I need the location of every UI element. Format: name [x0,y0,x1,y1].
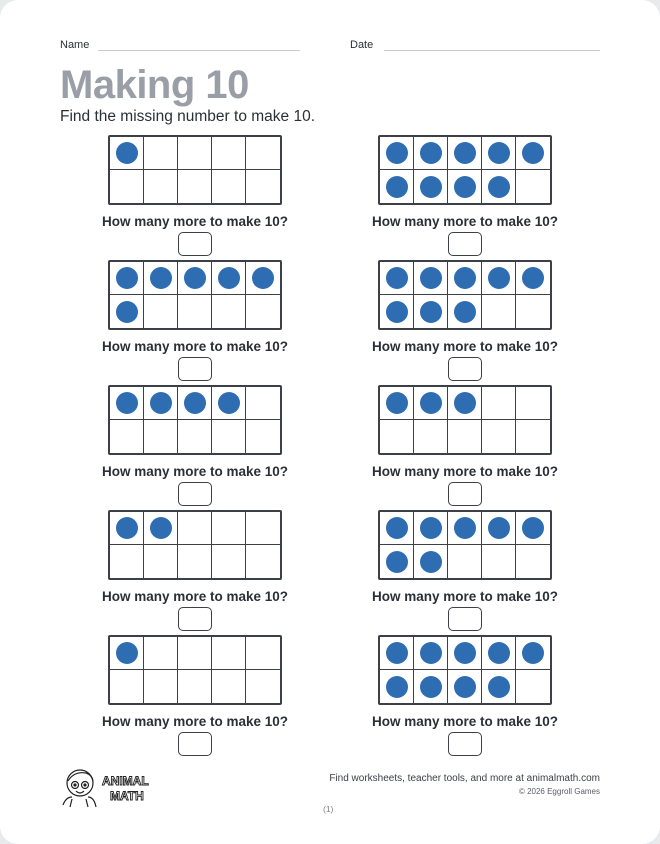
ten-frame [108,510,282,580]
ten-frame [108,635,282,705]
ten-frame-cell [212,420,246,453]
counter-dot-icon [386,392,408,414]
counter-dot-icon [488,267,510,289]
counter-dot-icon [150,267,172,289]
ten-frame-cell [246,512,280,545]
ten-frame-cell [482,512,516,545]
ten-frame-cell [246,637,280,670]
counter-dot-icon [488,517,510,539]
counter-dot-icon [522,142,544,164]
ten-frame-cell [516,387,550,420]
answer-box[interactable] [178,232,212,256]
ten-frame [378,260,552,330]
counter-dot-icon [488,642,510,664]
counter-dot-icon [420,676,442,698]
ten-frame-cell [448,262,482,295]
ten-frame-cell [448,670,482,703]
counter-dot-icon [488,176,510,198]
ten-frame-cell [212,670,246,703]
date-label: Date [350,39,374,51]
ten-frame-cell [482,170,516,203]
ten-frame-cell [380,262,414,295]
ten-frame-cell [246,262,280,295]
ten-frame-cell [144,170,178,203]
ten-frame-cell [178,387,212,420]
ten-frame-cell [144,387,178,420]
ten-frame-cell [414,420,448,453]
ten-frame-cell [516,137,550,170]
ten-frame-cell [212,512,246,545]
counter-dot-icon [454,517,476,539]
answer-box[interactable] [178,732,212,756]
ten-frame-cell [380,637,414,670]
counter-dot-icon [420,392,442,414]
ten-frame [378,135,552,205]
counter-dot-icon [420,301,442,323]
counter-dot-icon [386,642,408,664]
counter-dot-icon [386,551,408,573]
ten-frame-cell [448,545,482,578]
counter-dot-icon [386,676,408,698]
counter-dot-icon [386,176,408,198]
ten-frame-cell [178,670,212,703]
ten-frame-cell [414,637,448,670]
kid-mascot-icon [63,770,96,807]
ten-frame-cell [380,295,414,328]
ten-frame-cell [414,137,448,170]
ten-frame-cell [144,137,178,170]
counter-dot-icon [454,392,476,414]
ten-frame-cell [516,420,550,453]
ten-frame-cell [144,545,178,578]
ten-frame-cell [448,637,482,670]
ten-frame-cell [144,420,178,453]
ten-frame-cell [380,387,414,420]
ten-frame-cell [178,262,212,295]
ten-frame-cell [212,295,246,328]
page-number: (1) [323,804,334,814]
ten-frame-cell [144,637,178,670]
counter-dot-icon [420,267,442,289]
counter-dot-icon [420,517,442,539]
counter-dot-icon [420,176,442,198]
ten-frame-cell [144,262,178,295]
ten-frame-cell [144,512,178,545]
ten-frame-cell [110,420,144,453]
ten-frame [108,135,282,205]
ten-frame-cell [246,170,280,203]
answer-box[interactable] [448,732,482,756]
ten-frame-cell [110,387,144,420]
ten-frame-cell [516,170,550,203]
counter-dot-icon [454,676,476,698]
ten-frame-cell [144,670,178,703]
counter-dot-icon [116,301,138,323]
counter-dot-icon [420,642,442,664]
counter-dot-icon [116,392,138,414]
ten-frame-cell [246,670,280,703]
answer-box[interactable] [178,357,212,381]
ten-frame-cell [110,295,144,328]
ten-frame-cell [414,670,448,703]
ten-frame-cell [448,295,482,328]
ten-frame-cell [246,295,280,328]
counter-dot-icon [116,517,138,539]
ten-frame-cell [110,670,144,703]
counter-dot-icon [522,517,544,539]
ten-frame-cell [178,420,212,453]
counter-dot-icon [218,392,240,414]
ten-frame-cell [482,137,516,170]
ten-frame [378,510,552,580]
ten-frame-cell [212,387,246,420]
ten-frame-cell [516,670,550,703]
ten-frame-cell [212,637,246,670]
ten-frame-cell [110,262,144,295]
counter-dot-icon [150,517,172,539]
answer-box[interactable] [178,482,212,506]
animal-math-logo [60,765,170,809]
page-title: Making 10 [60,63,249,107]
ten-frame-cell [178,170,212,203]
ten-frame-cell [212,545,246,578]
ten-frame [108,385,282,455]
answer-box[interactable] [448,232,482,256]
ten-frame-cell [144,295,178,328]
ten-frame-cell [380,420,414,453]
question-prompt: How many more to make 10? [371,464,559,479]
ten-frame-cell [414,545,448,578]
ten-frame-cell [448,512,482,545]
ten-frame-cell [414,387,448,420]
ten-frame [378,385,552,455]
ten-frame-cell [482,670,516,703]
ten-frame-cell [482,545,516,578]
ten-frame-cell [414,170,448,203]
footer-copyright: © 2026 Eggroll Games [518,787,600,796]
ten-frame-cell [246,420,280,453]
ten-frame-cell [246,545,280,578]
footer-promo: Find worksheets, teacher tools, and more at animalmath.com [329,773,600,784]
ten-frame-cell [516,637,550,670]
ten-frame-cell [178,137,212,170]
question-prompt: How many more to make 10? [371,589,559,604]
ten-frame-cell [482,295,516,328]
ten-frame-cell [178,295,212,328]
counter-dot-icon [420,551,442,573]
ten-frame-cell [516,545,550,578]
ten-frame-cell [212,137,246,170]
logo-text-animal: ANIMAL [102,774,149,788]
ten-frame-cell [246,387,280,420]
ten-frame-cell [246,137,280,170]
ten-frame [108,260,282,330]
ten-frame-cell [110,637,144,670]
question-prompt: How many more to make 10? [101,339,289,354]
counter-dot-icon [116,642,138,664]
ten-frame-cell [178,512,212,545]
ten-frame-cell [448,420,482,453]
counter-dot-icon [116,267,138,289]
ten-frame-cell [380,170,414,203]
ten-frame-cell [414,295,448,328]
ten-frame-cell [448,170,482,203]
answer-box[interactable] [448,607,482,631]
counter-dot-icon [454,142,476,164]
counter-dot-icon [116,142,138,164]
ten-frame-cell [110,137,144,170]
ten-frame-cell [110,545,144,578]
counter-dot-icon [150,392,172,414]
counter-dot-icon [386,301,408,323]
counter-dot-icon [522,642,544,664]
question-prompt: How many more to make 10? [101,714,289,729]
question-prompt: How many more to make 10? [371,214,559,229]
ten-frame-cell [380,512,414,545]
counter-dot-icon [420,142,442,164]
instructions: Find the missing number to make 10. [60,108,316,125]
counter-dot-icon [218,267,240,289]
ten-frame-cell [414,262,448,295]
counter-dot-icon [522,267,544,289]
answer-box[interactable] [178,607,212,631]
counter-dot-icon [454,642,476,664]
counter-dot-icon [386,267,408,289]
counter-dot-icon [184,267,206,289]
ten-frame-cell [482,262,516,295]
ten-frame-cell [482,387,516,420]
ten-frame-cell [212,262,246,295]
counter-dot-icon [386,517,408,539]
ten-frame-cell [110,170,144,203]
counter-dot-icon [454,176,476,198]
counter-dot-icon [454,267,476,289]
ten-frame-cell [516,262,550,295]
ten-frame-cell [212,170,246,203]
question-prompt: How many more to make 10? [371,339,559,354]
ten-frame-cell [110,512,144,545]
counter-dot-icon [488,676,510,698]
answer-box[interactable] [448,482,482,506]
ten-frame-cell [178,545,212,578]
ten-frame-cell [482,420,516,453]
date-field-line[interactable] [384,50,600,51]
ten-frame-cell [482,637,516,670]
counter-dot-icon [488,142,510,164]
question-prompt: How many more to make 10? [101,589,289,604]
ten-frame-cell [516,512,550,545]
ten-frame-cell [448,387,482,420]
ten-frame-cell [380,545,414,578]
question-prompt: How many more to make 10? [371,714,559,729]
ten-frame [378,635,552,705]
counter-dot-icon [454,301,476,323]
answer-box[interactable] [448,357,482,381]
ten-frame-cell [380,137,414,170]
counter-dot-icon [386,142,408,164]
logo-text-math: MATH [110,789,144,803]
ten-frame-cell [414,512,448,545]
name-field-line[interactable] [98,50,300,51]
question-prompt: How many more to make 10? [101,214,289,229]
counter-dot-icon [184,392,206,414]
counter-dot-icon [252,267,274,289]
question-prompt: How many more to make 10? [101,464,289,479]
ten-frame-cell [448,137,482,170]
name-label: Name [60,39,90,51]
ten-frame-cell [178,637,212,670]
ten-frame-cell [380,670,414,703]
ten-frame-cell [516,295,550,328]
